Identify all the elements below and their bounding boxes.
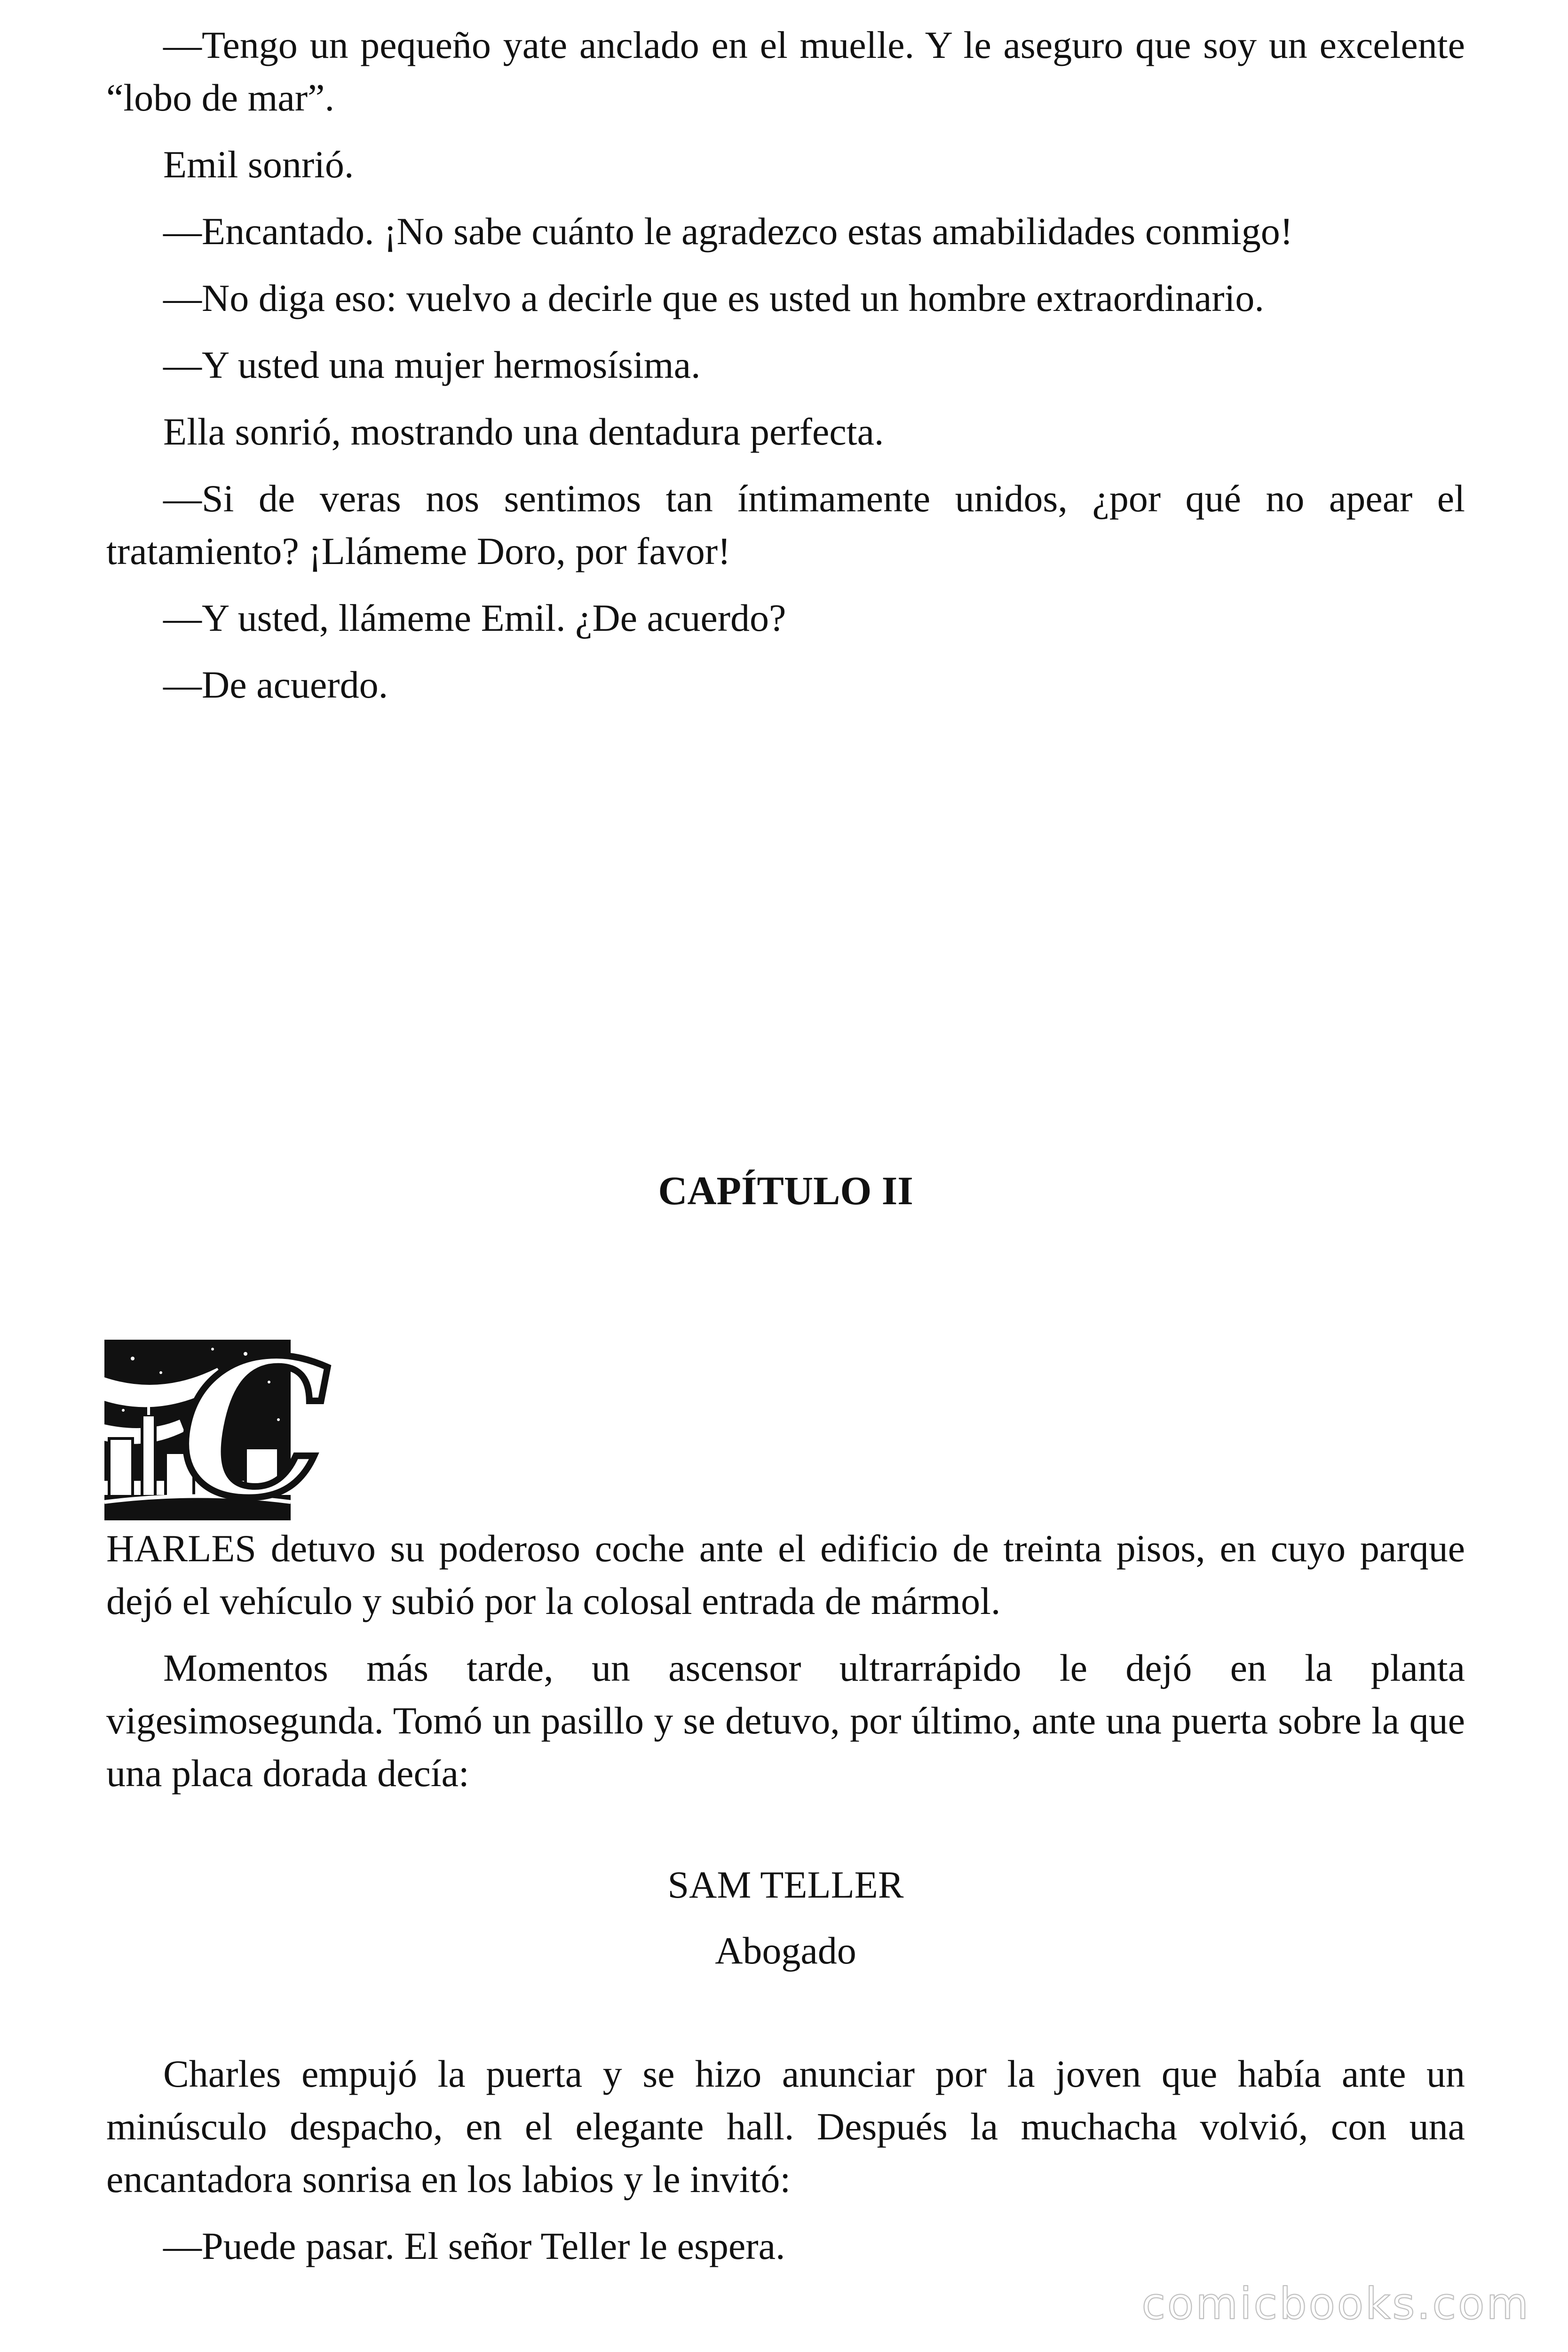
paragraph: —Puede pasar. El señor Teller le espera. <box>163 2225 785 2267</box>
paragraph: Momentos más tarde, un ascensor ultrarrápido le dejó en la planta vigesimosegunda. Tomó un pasillo y se detuvo, por último, ante una puerta sobre la que una placa dorada decía: <box>106 1646 1465 1795</box>
paragraph: —De acuerdo. <box>163 663 388 706</box>
chapter-body <box>106 1522 1465 2287</box>
opening-text <box>106 19 1465 725</box>
paragraph: —Y usted una mujer hermosísima. <box>163 343 701 386</box>
paragraph: —Tengo un pequeño yate anclado en el muelle. Y le aseguro que soy un excelente “lobo de mar”. <box>106 24 1465 119</box>
paragraph: —Y usted, llámeme Emil. ¿De acuerdo? <box>163 596 786 639</box>
dropcap-letter: C <box>180 1319 330 1540</box>
paragraph: —Si de veras nos sentimos tan íntimamente unidos, ¿por qué no apear el tratamiento? ¡Llámeme Doro, por favor! <box>106 477 1465 572</box>
watermark: comicbooks.com <box>1141 2279 1530 2329</box>
paragraph: Ella sonrió, mostrando una dentadura perfecta. <box>163 410 884 453</box>
paragraph: Emil sonrió. <box>163 143 354 186</box>
dropcap-city-icon <box>104 1319 330 1540</box>
sign-name: SAM TELLER <box>667 1863 904 1906</box>
sign-title: Abogado <box>715 1929 856 1972</box>
paragraph: HARLES detuvo su poderoso coche ante el edificio de treinta pisos, en cuyo parque dejó el vehículo y subió por la colosal entrada de mármol. <box>106 1527 1465 1622</box>
paragraph: —Encantado. ¡No sabe cuánto le agradezco estas amabilidades conmigo! <box>163 210 1293 253</box>
chapter-title: CAPÍTULO II <box>658 1168 913 1213</box>
dropcap-illustration <box>104 1319 330 1540</box>
paragraph: Charles empujó la puerta y se hizo anunciar por la joven que había ante un minúsculo despacho, en el elegante hall. Después la muchacha volvió, con una encantadora sonrisa en los labios y le invitó: <box>106 2052 1465 2201</box>
paragraph: —No diga eso: vuelvo a decirle que es usted un hombre extraordinario. <box>163 277 1264 319</box>
